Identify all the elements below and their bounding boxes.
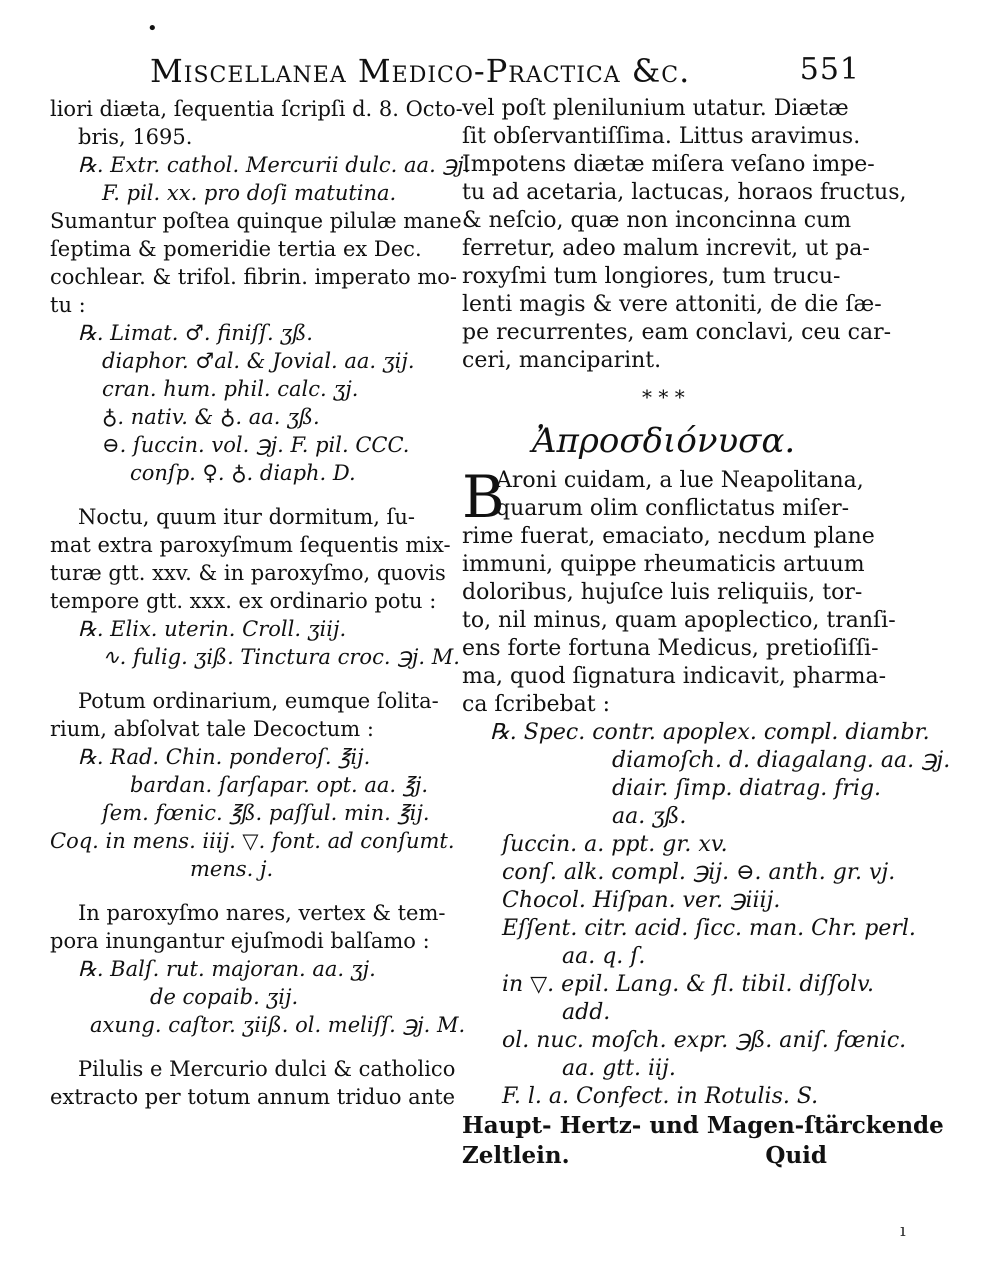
text-line: roxyſmi tum longiores, tum trucu- (462, 264, 841, 289)
prescription-line: ℞. Rad. Chin. ponderoſ. ℥ij. (78, 745, 371, 769)
text-line: quarum olim conflictatus miſer- (496, 496, 850, 521)
prescription-line: Eſſent. citr. acid. ſicc. man. Chr. perl. (502, 916, 916, 941)
prescription-line: aa. q. ſ. (562, 944, 646, 969)
text-line: ca ſcribebat : (462, 692, 610, 717)
prescription-line: diaphor. ♂al. & Jovial. aa. ʒij. (102, 349, 415, 373)
text-line: Sumantur poſtea quinque pilulæ mane (50, 209, 462, 233)
blackletter-line: Haupt- Hertz- und Magen-ſtärckende (462, 1112, 944, 1139)
prescription-line: diair. ſimp. diatrag. frig. (612, 776, 882, 801)
text-line: rium, abſolvat tale Decoctum : (50, 717, 374, 741)
prescription-line: ſem. fœnic. ℥ß. paſſul. min. ℥ij. (102, 801, 430, 825)
paragraph (50, 95, 463, 151)
prescription-line: add. (562, 1000, 611, 1025)
text-line: immuni, quippe rheumaticis artuum (462, 552, 865, 577)
prescription-line: ∿. fulig. ʒiß. Tinctura croc. ℈j. M. (102, 645, 460, 669)
text-line: Potum ordinarium, eumque ſolita- (78, 689, 439, 713)
paragraph (50, 687, 445, 743)
prescription-line: conſp. ♀. ♁. diaph. D. (130, 461, 356, 485)
running-title: Miscellanea Medico-Practica &c. (150, 52, 691, 90)
text-line: to, nil minus, quam apoplectico, tranſi- (462, 608, 896, 633)
prescription-line: diamoſch. d. diagalang. aa. ℈j. (612, 748, 951, 773)
prescription-line: bardan. ſarſapar. opt. aa. ℥j. (130, 773, 429, 797)
text-line: ferretur, adeo malum increvit, ut pa- (462, 236, 870, 261)
text-line: rime fuerat, emaciato, necdum plane (462, 524, 875, 549)
prescription (50, 615, 460, 671)
prescription-line: ℞. Balſ. rut. majoran. aa. ʒj. (78, 957, 376, 981)
prescription-line: F. pil. xx. pro doſi matutina. (102, 181, 397, 205)
top-mark: • (147, 18, 158, 39)
text-line: cochlear. & trifol. fibrin. imperato mo- (50, 265, 458, 289)
paragraph (50, 1055, 456, 1111)
prescription-line: ♁. nativ. & ♁. aa. ʒß. (102, 405, 320, 429)
section-asterisks: * * * (642, 385, 685, 409)
prescription-line: ol. nuc. moſch. expr. ℈ß. aniſ. fœnic. (502, 1028, 907, 1053)
prescription-line: conſ. alk. compl. ℈ij. ⊖. anth. gr. vj. (502, 860, 896, 885)
prescription (50, 151, 471, 207)
text-line: Pilulis e Mercurio dulci & catholico (78, 1057, 456, 1081)
text-line: pe recurrentes, eam conclavi, ceu car- (462, 320, 892, 345)
page-number: 551 (799, 52, 860, 87)
paragraph (50, 899, 445, 955)
prescription-line: de copaib. ʒij. (150, 985, 299, 1009)
prescription (50, 743, 455, 883)
prescription (462, 719, 951, 1111)
catchword: Quid (765, 1142, 827, 1169)
text-line: extracto per totum annum triduo ante (50, 1085, 456, 1109)
prescription-line: F. l. a. Confect. in Rotulis. S. (502, 1084, 819, 1109)
text-line: mat extra paroxyſmum ſequentis mix- (50, 533, 451, 557)
right-column (462, 95, 951, 1171)
text-line: & neſcio, quæ non inconcinna cum (462, 208, 852, 233)
text-line: Impotens diætæ miſera veſano impe- (462, 152, 875, 177)
text-line: tu : (50, 293, 86, 317)
prescription-line: ℞. Extr. cathol. Mercurii dulc. aa. ℈j. (78, 153, 471, 177)
text-line: pora inungantur ejuſmodi balſamo : (50, 929, 430, 953)
text-line: In paroxyſmo nares, vertex & tem- (78, 901, 446, 925)
prescription-line: ℞. Elix. uterin. Croll. ʒiij. (78, 617, 347, 641)
paragraph (462, 95, 907, 375)
prescription-line: Chocol. Hiſpan. ver. ℈iiij. (502, 888, 781, 913)
paragraph (50, 207, 462, 319)
text-line: ſit obſervantiſſima. Littus aravimus. (462, 124, 861, 149)
text-line: vel poſt plenilunium utatur. Diætæ (462, 96, 849, 121)
paragraph-with-dropcap (462, 463, 896, 719)
text-line: bris, 1695. (78, 125, 193, 149)
prescription-line: in ▽. epil. Lang. & fl. tibil. diſſolv. (502, 972, 874, 997)
text-line: doloribus, hujuſce luis reliquiis, tor- (462, 580, 863, 605)
prescription (50, 319, 445, 487)
prescription-line: aa. ʒß. (612, 804, 687, 829)
paragraph (50, 503, 451, 615)
section-heading: Ἀπροσδιόνυσα. (532, 421, 796, 461)
prescription-line: aa. gtt. iij. (562, 1056, 676, 1081)
left-column (50, 95, 471, 1111)
text-line: ens forte fortuna Medicus, pretioſiſſi- (462, 636, 879, 661)
text-line: ma, quod ſignatura indicavit, pharma- (462, 664, 887, 689)
text-line: turæ gtt. xxv. & in paroxyſmo, quovis (50, 561, 446, 585)
prescription-line: Coq. in mens. iiij. ▽. font. ad conſumt. (50, 829, 455, 853)
prescription-line: axung. caſtor. ʒiiß. ol. meliſſ. ℈j. M. (90, 1013, 466, 1037)
running-header (140, 52, 860, 92)
text-line: tempore gtt. xxx. ex ordinario potu : (50, 589, 437, 613)
text-line: ceri, manciparint. (462, 348, 662, 373)
blackletter-text: Zeltlein. (462, 1142, 570, 1169)
text-line: lenti magis & vere attoniti, de die ſæ- (462, 292, 882, 317)
text-line: Noctu, quum itur dormitum, ſu- (78, 505, 415, 529)
text-line: ſeptima & pomeridie tertia ex Dec. (50, 237, 422, 261)
text-line: tu ad acetaria, lactucas, horaos fructus, (462, 180, 907, 205)
text-line: liori diæta, ſequentia ſcripſi d. 8. Octo- (50, 97, 463, 121)
text-line: Aroni cuidam, a lue Neapolitana, (496, 468, 864, 493)
drop-cap: B (462, 463, 505, 531)
prescription-line: ℞. Limat. ♂. finiſſ. ʒß. (78, 321, 313, 345)
margin-mark: ı (900, 1220, 906, 1241)
prescription-line: ſuccin. a. ppt. gr. xv. (502, 832, 728, 857)
prescription-line: cran. hum. phil. calc. ʒj. (102, 377, 359, 401)
blackletter-line-with-catchword (462, 1141, 847, 1171)
prescription-line: ℞. Spec. contr. apoplex. compl. diambr. (490, 720, 930, 745)
prescription-line: mens. j. (190, 857, 274, 881)
prescription-line: ⊖. ſuccin. vol. ℈j. F. pil. CCC. (102, 433, 410, 457)
prescription (50, 955, 466, 1039)
